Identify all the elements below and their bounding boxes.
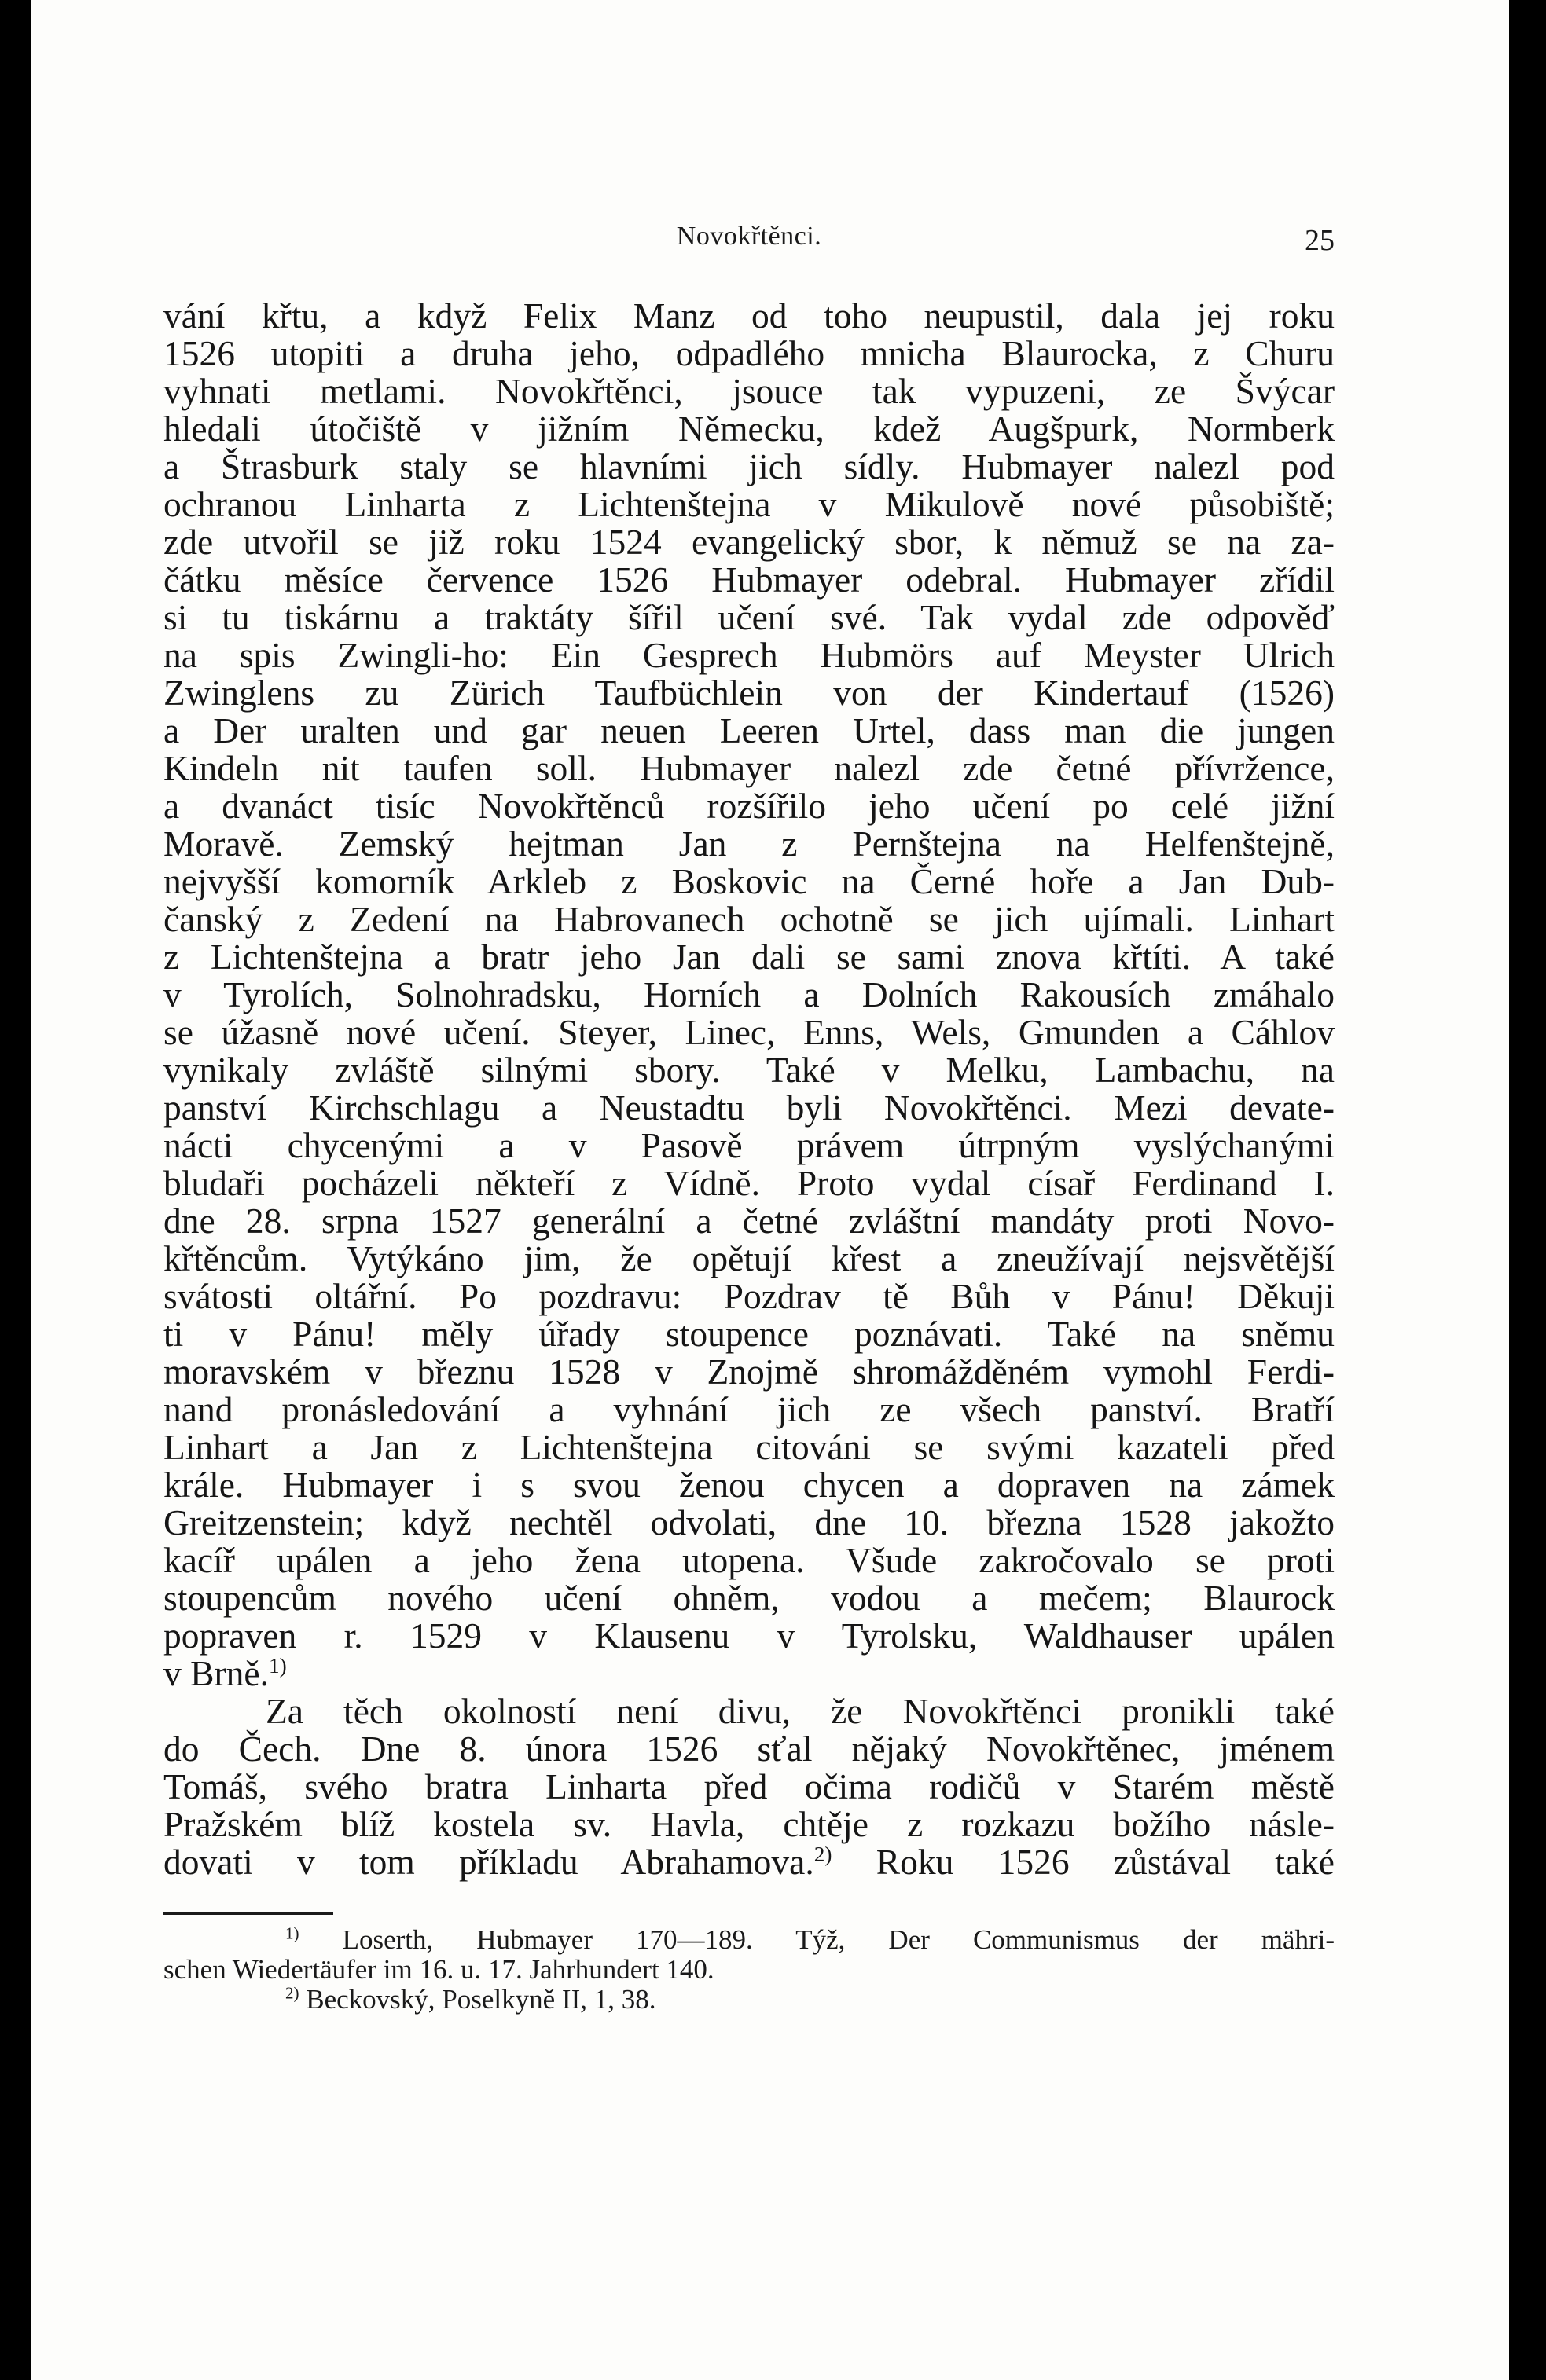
text-line: a Štrasburk staly se hlavními jich sídly. Hubmayer nalezl pod — [163, 446, 1335, 486]
text-line: Kindeln nit taufen soll. Hubmayer nalezl zde četné přívržence, — [163, 748, 1335, 788]
text-line: Linhart a Jan z Lichtenštejna citováni se svými kazateli před — [163, 1427, 1335, 1467]
body-text — [163, 297, 1335, 1881]
page-header — [163, 222, 1335, 261]
text-line: hledali útočiště v jižním Německu, kdež Augšpurk, Normberk — [163, 409, 1335, 449]
text-line: zde utvořil se již roku 1524 evangelický sbor, k němuž se na za- — [163, 522, 1335, 562]
book-page — [31, 0, 1509, 2380]
text-line: z Lichtenštejna a bratr jeho Jan dali se sami znova křtíti. A také — [163, 937, 1335, 977]
footnote-mark: 1) — [285, 1923, 299, 1943]
text-line: nand pronásledování a vyhnání jich ze všech panství. Bratří — [163, 1389, 1335, 1429]
text-line: Tomáš, svého bratra Linharta před očima rodičů v Starém městě — [163, 1766, 1335, 1806]
text-line: a Der uralten und gar neuen Leeren Urtel, dass man die jungen — [163, 710, 1335, 750]
text-line: do Čech. Dne 8. února 1526 sťal nějaký Novokřtěnec, jménem — [163, 1729, 1335, 1769]
footnote-line — [163, 1985, 1335, 2015]
page-number: 25 — [1305, 224, 1335, 257]
text-line — [163, 1843, 1335, 1881]
text-line: v Tyrolích, Solnohradsku, Horních a Dolních Rakousích zmáhalo — [163, 974, 1335, 1014]
scan-border — [0, 0, 31, 2380]
text-fragment: v Brně. — [163, 1653, 269, 1693]
text-line: Greitzenstein; když nechtěl odvolati, dne 10. března 1528 jakožto — [163, 1502, 1335, 1542]
text-line: vynikaly zvláště silnými sbory. Také v Melku, Lambachu, na — [163, 1050, 1335, 1090]
footnote-mark: 2) — [285, 1983, 299, 2003]
text-line: Moravě. Zemský hejtman Jan z Pernštejna na Helfenštejně, — [163, 823, 1335, 864]
footnotes — [163, 1925, 1335, 2015]
footnote-line: schen Wiedertäufer im 16. u. 17. Jahrhundert 140. — [163, 1954, 714, 1985]
text-line: křtěncům. Vytýkáno jim, že opětují křest a zneužívají nejsvětější — [163, 1238, 1335, 1278]
text-line: stoupencům nového učení ohněm, vodou a mečem; Blaurock — [163, 1578, 1335, 1618]
text-line: Pražském blíž kostela sv. Havla, chtěje z rozkazu božího násle- — [163, 1804, 1335, 1844]
text-line: na spis Zwingli-ho: Ein Gesprech Hubmörs auf Meyster Ulrich — [163, 635, 1335, 675]
text-line: vání křtu, a když Felix Manz od toho neupustil, dala jej roku — [163, 295, 1335, 336]
footnote-line — [163, 1925, 1335, 1955]
text-line: 1526 utopiti a druha jeho, odpadlého mnicha Blaurocka, z Churu — [163, 333, 1335, 373]
text-line: moravském v březnu 1528 v Znojmě shromážděném vymohl Ferdi- — [163, 1351, 1335, 1392]
footnote-ref: 2) — [813, 1842, 832, 1866]
footnote-ref: 1) — [268, 1653, 287, 1678]
text-line: dne 28. srpna 1527 generální a četné zvláštní mandáty proti Novo- — [163, 1201, 1335, 1241]
text-fragment: Roku 1526 zůstával také — [876, 1842, 1335, 1882]
text-line: panství Kirchschlagu a Neustadtu byli Novokřtěnci. Mezi devate- — [163, 1087, 1335, 1128]
text-line: bludaři pocházeli někteří z Vídně. Proto vydal císař Ferdinand I. — [163, 1163, 1335, 1203]
footnote-text: Loserth, Hubmayer 170—189. Týž, Der Communismus der mähri- — [342, 1924, 1335, 1955]
text-line — [163, 1655, 1335, 1692]
text-line: popraven r. 1529 v Klausenu v Tyrolsku, Waldhauser upálen — [163, 1615, 1335, 1656]
footnote-text: Beckovský, Poselkyně II, 1, 38. — [306, 1984, 656, 2015]
text-line: ochranou Linharta z Lichtenštejna v Mikulově nové působiště; — [163, 484, 1335, 524]
text-line: nácti chycenými a v Pasově právem útrpným vyslýchanými — [163, 1125, 1335, 1165]
text-line: nejvyšší komorník Arkleb z Boskovic na Černé hoře a Jan Dub- — [163, 861, 1335, 901]
text-fragment: dovati v tom příkladu Abrahamova. — [163, 1842, 814, 1882]
text-line: ti v Pánu! měly úřady stoupence poznávati. Také na sněmu — [163, 1314, 1335, 1354]
text-line: se úžasně nové učení. Steyer, Linec, Enns, Wels, Gmunden a Cáhlov — [163, 1012, 1335, 1052]
text-line: čátku měsíce července 1526 Hubmayer odebral. Hubmayer zřídil — [163, 559, 1335, 600]
text-line: Zwinglens zu Zürich Taufbüchlein von der Kindertauf (1526) — [163, 673, 1335, 713]
text-line: čanský z Zedení na Habrovanech ochotně se jich ujímali. Linhart — [163, 899, 1335, 939]
text-line: si tu tiskárnu a traktáty šířil učení své. Tak vydal zde odpověď — [163, 597, 1335, 637]
text-line: a dvanáct tisíc Novokřtěnců rozšířilo jeho učení po celé jižní — [163, 786, 1335, 826]
footnote-rule — [163, 1912, 333, 1915]
text-line: kacíř upálen a jeho žena utopena. Všude zakročovalo se proti — [163, 1540, 1335, 1580]
text-line: krále. Hubmayer i s svou ženou chycen a dopraven na zámek — [163, 1465, 1335, 1505]
text-line: svátosti oltářní. Po pozdravu: Pozdrav tě Bůh v Pánu! Děkuji — [163, 1276, 1335, 1316]
running-title: Novokřtěnci. — [676, 222, 822, 251]
text-line: Za těch okolností není divu, že Novokřtěnci pronikli také — [266, 1691, 1335, 1731]
text-line: vyhnati metlami. Novokřtěnci, jsouce tak vypuzeni, ze Švýcar — [163, 371, 1335, 411]
